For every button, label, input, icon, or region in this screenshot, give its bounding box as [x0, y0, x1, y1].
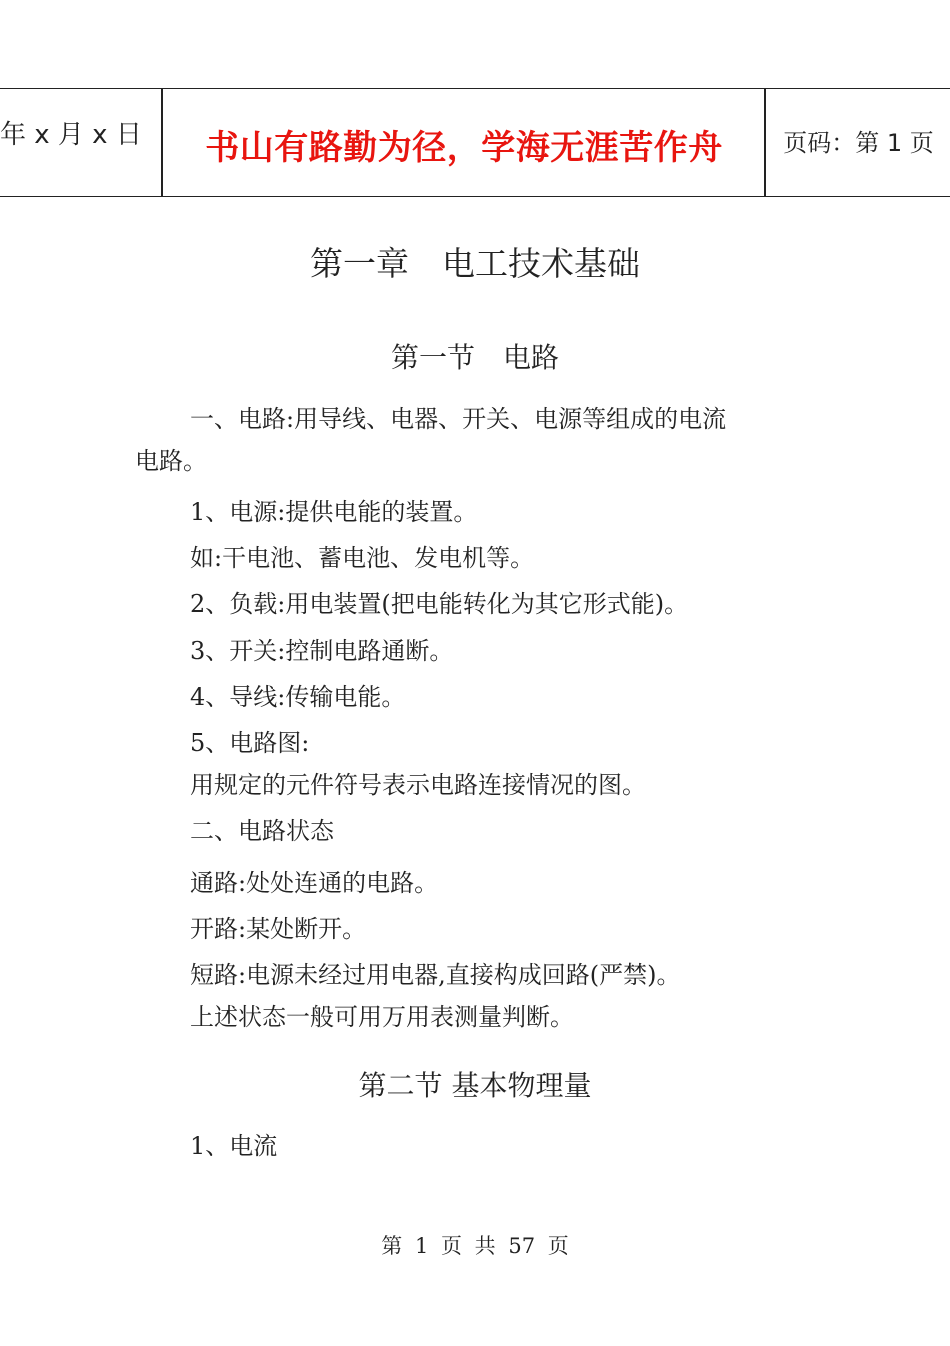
paragraph: 1、电源:提供电能的装置。	[190, 498, 478, 526]
header-divider	[764, 89, 766, 196]
chapter-title: 第一章 电工技术基础	[310, 244, 640, 283]
header-date: 年 x 月 x 日	[0, 120, 142, 150]
header-page-number: 页码：第 1 页	[783, 129, 934, 157]
paragraph: 5、电路图:	[190, 729, 310, 757]
paragraph: 电路。	[135, 447, 207, 475]
paragraph: 3、开关:控制电路通断。	[190, 637, 454, 665]
paragraph: 通路:处处连通的电路。	[190, 869, 439, 897]
paragraph: 4、导线:传输电能。	[190, 683, 406, 711]
paragraph: 二、电路状态	[190, 817, 334, 845]
paragraph: 上述状态一般可用万用表测量判断。	[190, 1003, 574, 1031]
paragraph: 2、负载:用电装置(把电能转化为其它形式能)。	[190, 590, 689, 618]
header-motto: 书山有路勤为径，学海无涯苦作舟	[205, 128, 723, 168]
paragraph: 开路:某处断开。	[190, 915, 367, 943]
page-footer: 第 1 页 共 57 页	[381, 1234, 569, 1258]
paragraph: 如:干电池、蓄电池、发电机等。	[190, 544, 535, 572]
page-header	[0, 88, 950, 197]
section-title: 第一节 电路	[390, 341, 559, 374]
paragraph: 1、电流	[190, 1132, 278, 1160]
section-title: 第二节 基本物理量	[358, 1069, 592, 1102]
paragraph: 用规定的元件符号表示电路连接情况的图。	[190, 771, 646, 799]
paragraph: 短路:电源未经过用电器,直接构成回路(严禁)。	[190, 961, 681, 989]
paragraph: 一、电路:用导线、电器、开关、电源等组成的电流	[190, 405, 727, 433]
